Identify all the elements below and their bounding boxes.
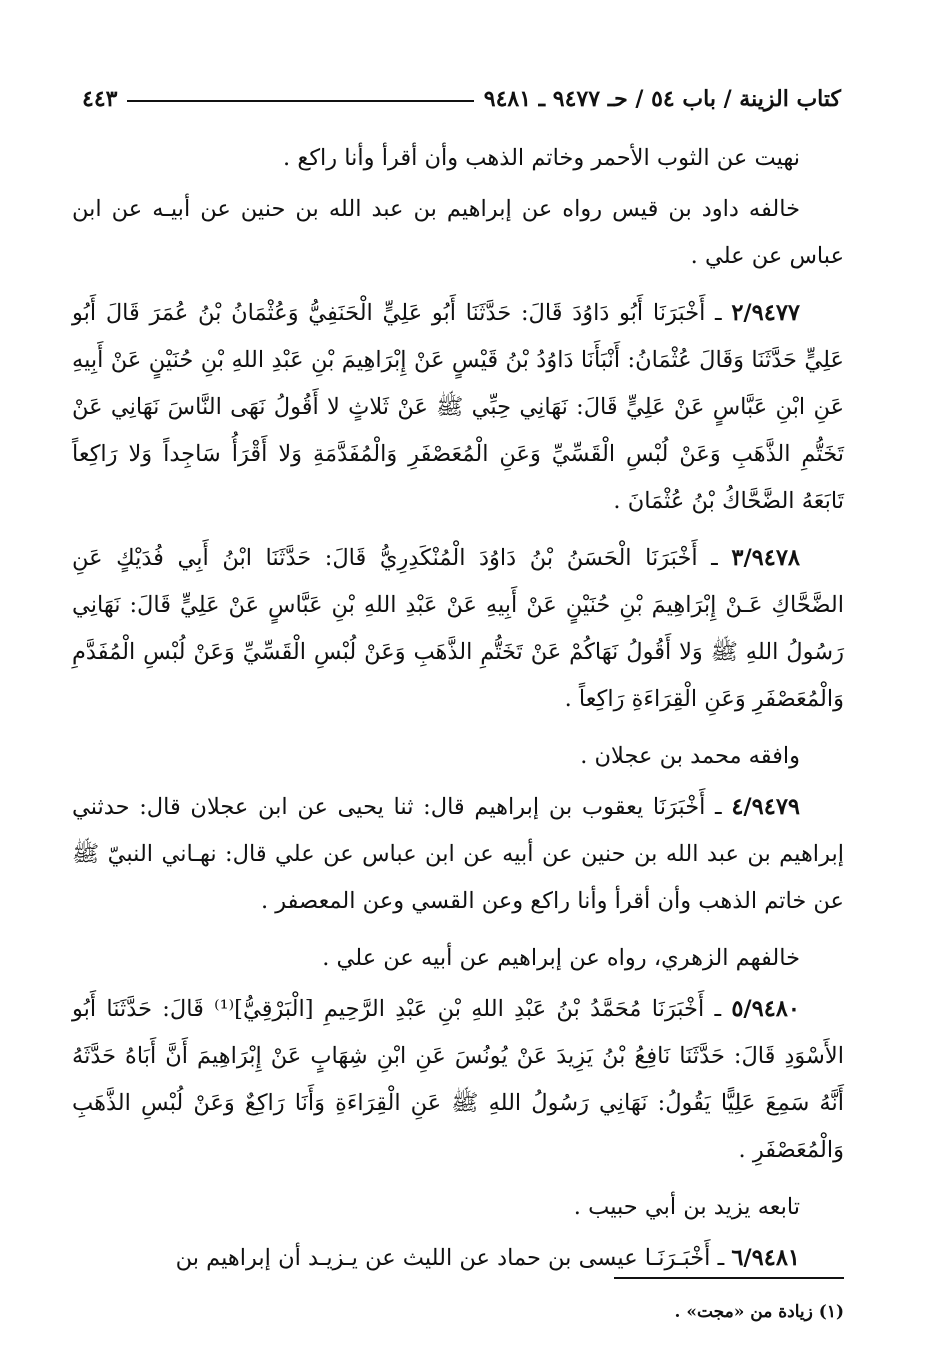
hadith-text: ـ أَخْبَرَنَا يعقوب بن إبراهيم قال: ثنا يحيى عن ابن عجلان قال: حدثني إبراهيم بن عبد الله بن حنين عن أبيه عن ابن عباس عن علي قال: نهـاني النبيّ ﷺ عن خاتم الذهب وأن أقرأ وأنا راكع وعن القسي وعن المعصفر . xyxy=(72,794,844,914)
paragraph-text: خالفهم الزهري، رواه عن إبراهيم عن أبيه عن علي . xyxy=(322,945,800,971)
hadith-9477 xyxy=(72,290,844,525)
hadith-number: ٥/٩٤٨٠ xyxy=(731,996,800,1022)
footnote-rule xyxy=(614,1277,844,1279)
hadith-9480 xyxy=(72,986,844,1174)
paragraph-text: نهيت عن الثوب الأحمر وخاتم الذهب وأن أقرأ وأنا راكع . xyxy=(283,145,800,171)
hadith-9479 xyxy=(72,784,844,925)
hadith-number: ٤/٩٤٧٩ xyxy=(731,794,800,820)
header-title: كتاب الزينة / باب ٥٤ / حـ ٩٤٧٧ ـ ٩٤٨١ xyxy=(483,86,841,112)
hadith-number: ٦/٩٤٨١ xyxy=(731,1245,800,1271)
body-text xyxy=(72,135,844,1292)
paragraph-note-2 xyxy=(72,935,844,982)
paragraph-note-1 xyxy=(72,733,844,780)
hadith-number: ٢/٩٤٧٧ xyxy=(731,300,800,326)
paragraph-1 xyxy=(72,135,844,182)
paragraph-text: تابعه يزيد بن أبي حبيب . xyxy=(573,1194,800,1220)
hadith-9481 xyxy=(72,1235,844,1282)
hadith-number: ٣/٩٤٧٨ xyxy=(731,545,801,571)
hadith-text: ـ أَخْبَرَنَا مُحَمَّدُ بْنُ عَبْدِ اللهِ بْنِ عَبْدِ الرَّحِيمِ [الْبَرْقِيُّ]⁽¹⁾ قَالَ: حَدَّثَنَا أَبُو الأَسْوَدِ قَالَ: حَدَّثَنَا نَافِعُ بْنُ يَزِيدَ عَنْ يُونُسَ عَنِ ابْنِ شِهَابٍ عَنْ إِبْرَاهِيمَ أَنَّ أَبَاهُ حَدَّثَهُ أَنَّهُ سَمِعَ عَلِيًّا يَقُولُ: نَهَانِي رَسُولُ اللهِ ﷺ عَنِ الْقِرَاءَةِ وَأَنَا رَاكِعٌ وَعَنْ لُبْسِ الذَّهَبِ وَالْمُعَصْفَرِ . xyxy=(72,996,844,1163)
hadith-text: ـ أَخْبَـرَنَـا عيسى بن حماد عن الليث عن يـزيـد أن إبراهيم بن xyxy=(175,1245,725,1271)
hadith-text: ـ أَخْبَرَنَا أَبُو دَاوُدَ قَالَ: حَدَّثَنَا أَبُو عَلِيٍّ الْحَنَفِيُّ وَعُثْمَانُ بْنُ عُمَرَ قَالَ أَبُو عَلِيٍّ حَدَّثَنَا وَقَالَ عُثْمَانُ: أَنْبَأَنَا دَاوُدُ بْنُ قَيْسٍ عَنْ إِبْرَاهِيمَ بْنِ عَبْدِ اللهِ بْنِ حُنَيْنٍ عَنْ أَبِيهِ عَنِ ابْنِ عَبَّاسٍ عَنْ عَلِيٍّ قَالَ: نَهَانِي حِبِّي ﷺ عَنْ ثَلاثٍ لا أَقُولُ نَهَى النَّاسَ نَهَانِي عَنْ تَخَتُّمِ الذَّهَبِ وَعَنْ لُبْسِ الْقَسِّيِّ وَعَنِ الْمُعَصْفَرِ وَالْمُفَدَّمَةِ وَلا أَقْرَأُ سَاجِداً وَلا رَاكِعاً تَابَعَهُ الضَّحَّاكُ بْنُ عُثْمَانَ . xyxy=(72,300,844,514)
page-number: ٤٤٣ xyxy=(82,86,118,112)
hadith-9478 xyxy=(72,535,844,723)
footnote: (١) زيادة من «مجت» . xyxy=(674,1302,844,1322)
paragraph-2 xyxy=(72,186,844,280)
running-header xyxy=(82,82,841,116)
header-rule xyxy=(127,100,473,102)
paragraph-text: وافقه محمد بن عجلان . xyxy=(580,743,800,769)
hadith-text: ـ أَخْبَرَنَا الْحَسَنُ بْنُ دَاوُدَ الْمُنْكَدِرِيُّ قَالَ: حَدَّثَنَا ابْنُ أَبِي فُدَيْكٍ عَنِ الضَّحَّاكِ عَـنْ إِبْرَاهِيمَ بْنِ حُنَيْنٍ عَنْ أَبِيهِ عَنْ عَبْدِ اللهِ بْنِ عَبَّاسٍ عَنْ عَلِيٍّ قَالَ: نَهَانِي رَسُولُ اللهِ ﷺ وَلا أَقُولُ نَهَاكُمْ عَنْ تَخَتُّمِ الذَّهَبِ وَعَنْ لُبْسِ الْقَسِّيِّ وَعَنْ لُبْسِ الْمُفَدَّمِ وَالْمُعَصْفَرِ وَعَنِ الْقِرَاءَةِ رَاكِعاً . xyxy=(72,545,844,712)
paragraph-text: خالفه داود بن قيس رواه عن إبراهيم بن عبد الله بن حنين عن أبيـه عن ابن عباس عن علي . xyxy=(72,196,844,269)
paragraph-note-3 xyxy=(72,1184,844,1231)
